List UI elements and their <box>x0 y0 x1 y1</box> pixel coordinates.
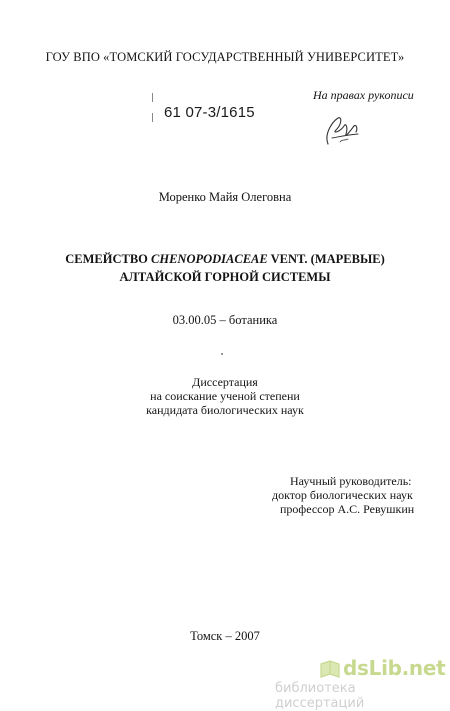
dissertation-title-line-1 <box>0 252 450 267</box>
handwritten-signature <box>318 108 366 155</box>
dissertation-type-line: кандидата биологических наук <box>146 403 304 417</box>
archive-number-stamp: 61 07-3/1615 <box>164 104 255 121</box>
title-rest: VENT. (МАРЕВЫЕ) <box>267 252 385 266</box>
scan-mark <box>152 93 153 102</box>
watermark <box>275 656 446 711</box>
author-name: Моренко Майя Олеговна <box>158 190 292 204</box>
specialty-code: 03.00.05 – ботаника <box>172 313 278 327</box>
institution-name: ГОУ ВПО «ТОМСКИЙ ГОСУДАРСТВЕННЫЙ УНИВЕРСИТЕТ» <box>45 50 405 64</box>
scan-mark <box>152 113 153 122</box>
watermark-caption: библиотека диссертаций <box>275 681 365 711</box>
advisor-line: профессор А.С. Ревушкин <box>280 502 415 516</box>
advisor-line: Научный руководитель: <box>290 474 412 488</box>
title-latin-family: CHENOPODIACEAE <box>151 252 268 266</box>
dissertation-type-line: на соискание ученой степени <box>150 389 300 403</box>
scan-dot <box>221 353 223 355</box>
dissertation-type-line: Диссертация <box>192 375 258 389</box>
advisor-line: доктор биологических наук <box>272 488 413 502</box>
manuscript-rights-label: На правах рукописи <box>313 88 414 102</box>
city-year: Томск – 2007 <box>190 629 260 643</box>
dissertation-title-line-2: АЛТАЙСКОЙ ГОРНОЙ СИСТЕМЫ <box>119 270 331 284</box>
title-prefix: СЕМЕЙСТВО <box>65 252 152 266</box>
watermark-site-name: dsLib.net <box>343 656 446 680</box>
book-logo-icon <box>319 658 341 680</box>
